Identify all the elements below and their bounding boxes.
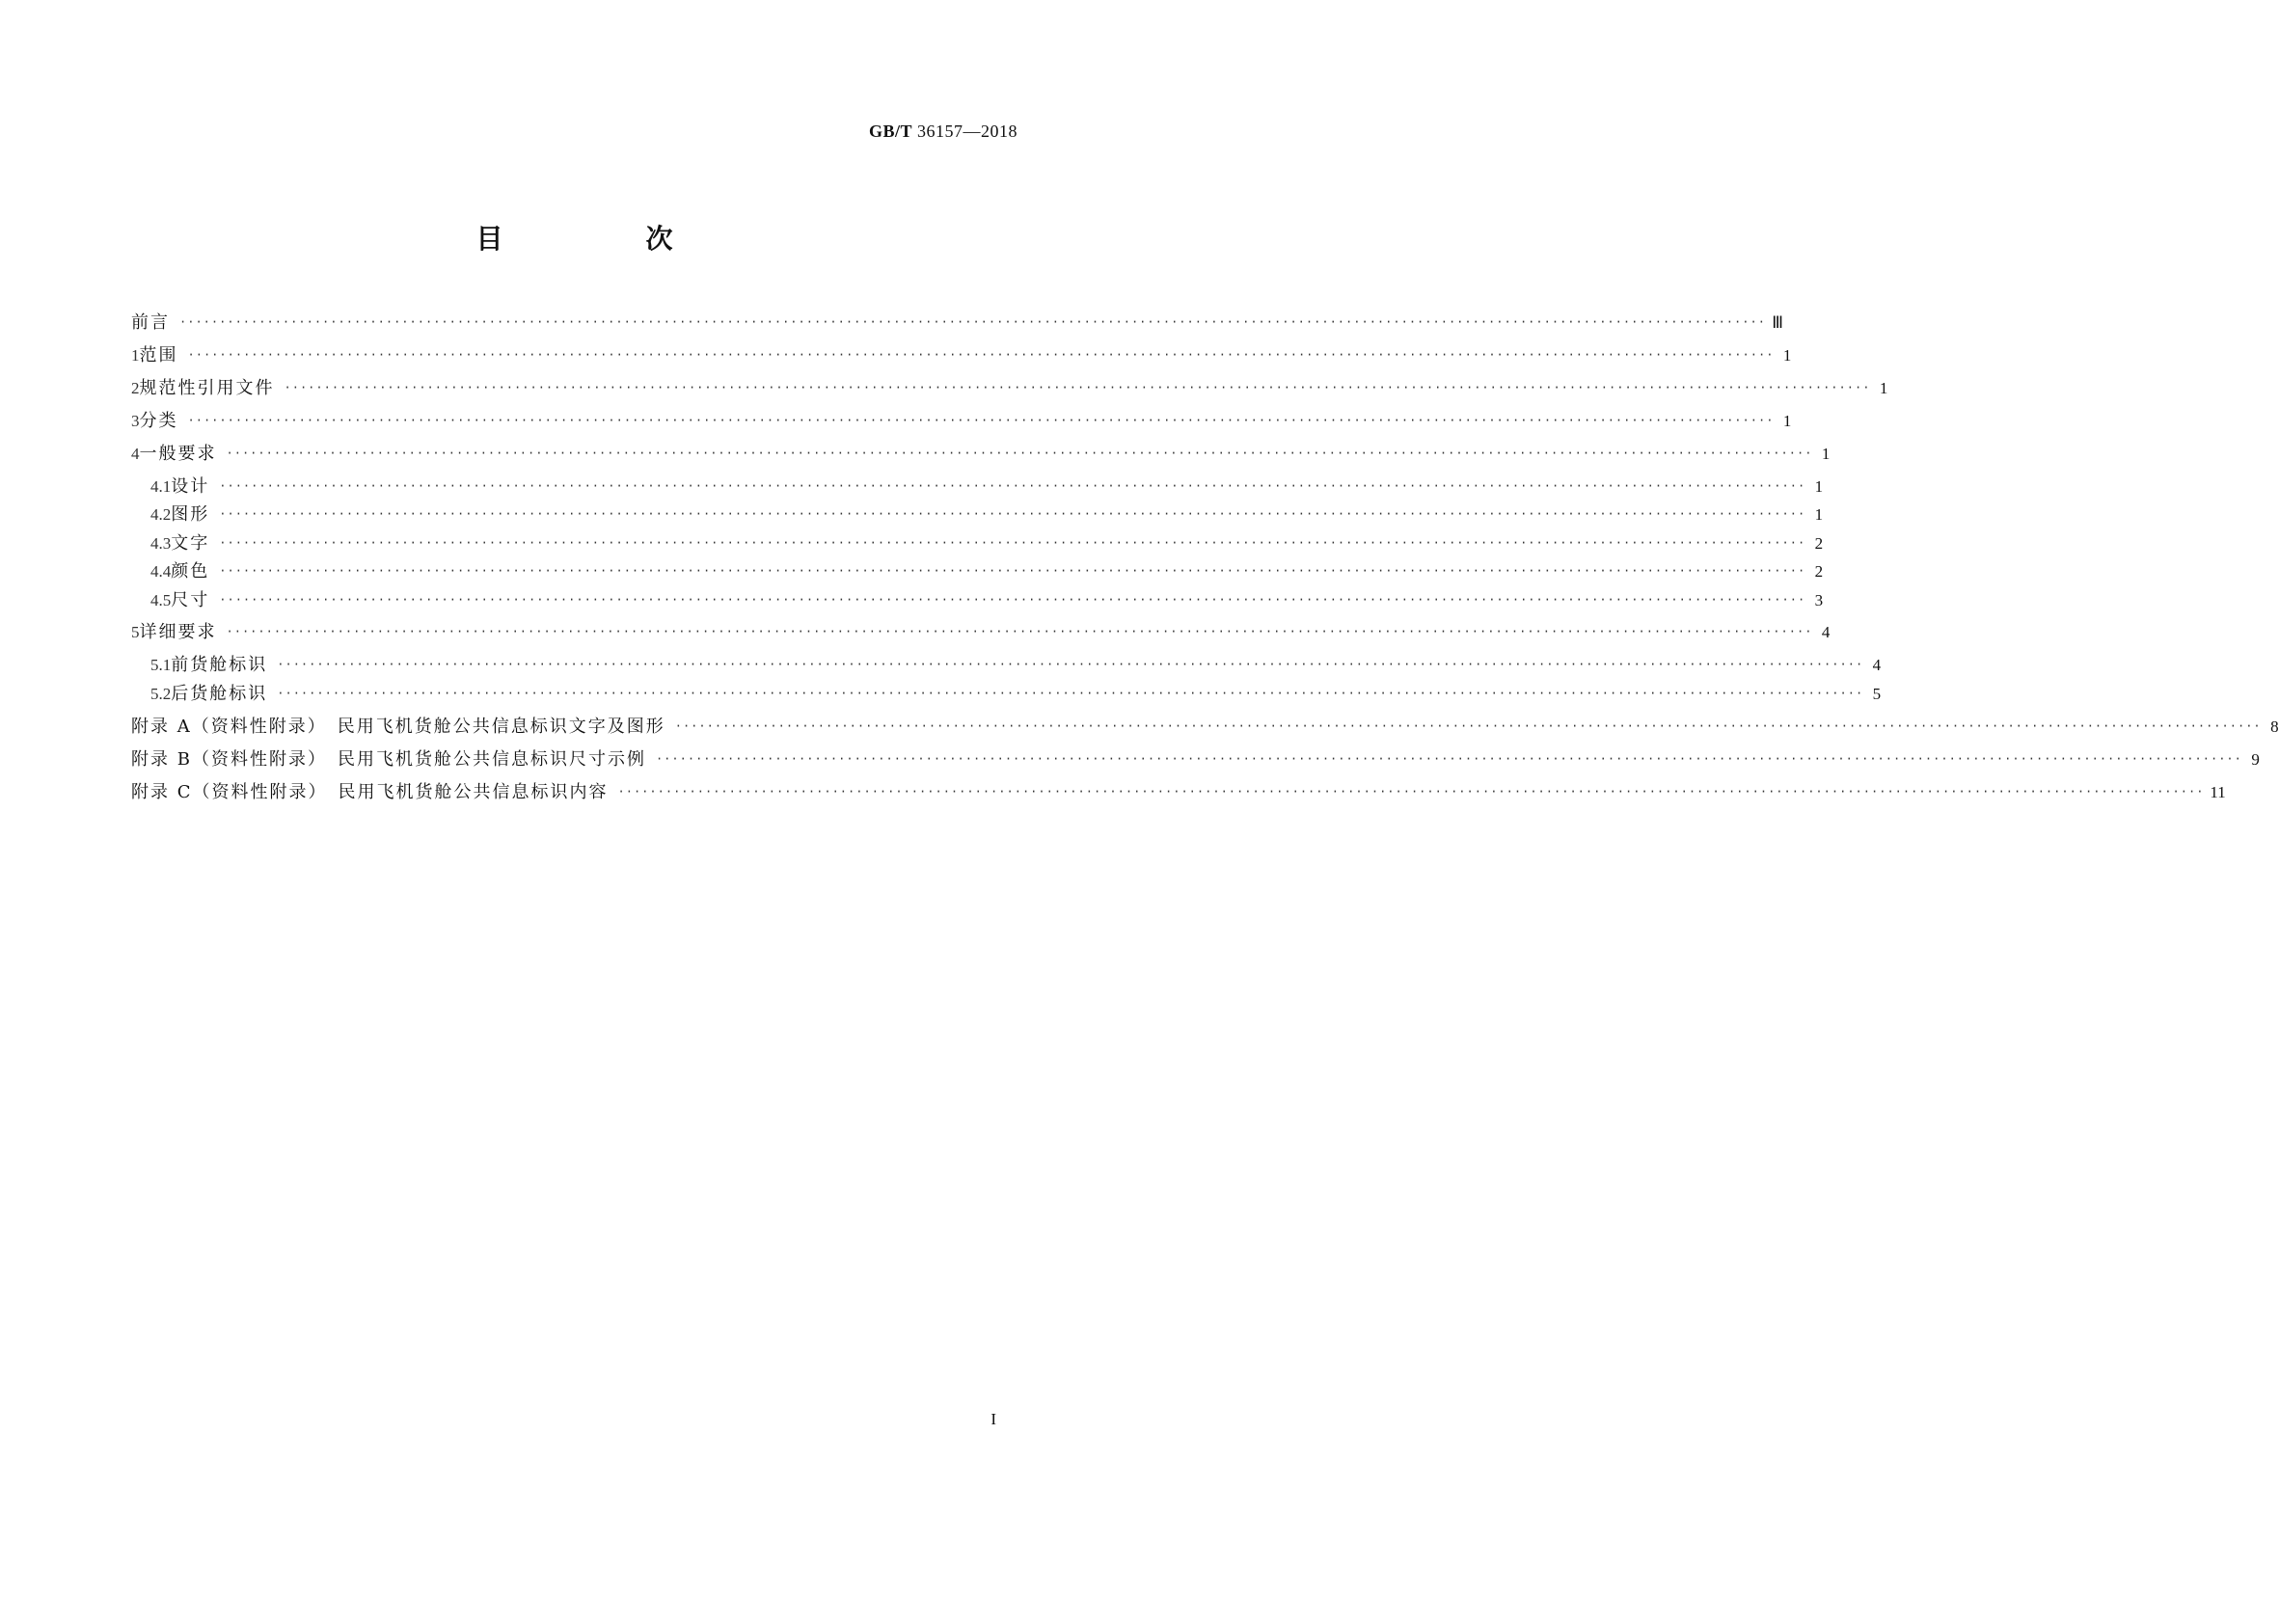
toc-leader-dots: ········································································································································································································ (674, 719, 2262, 733)
toc-entry-page: 5 (1872, 685, 1882, 703)
standard-prefix: GB/T (868, 122, 912, 141)
toc-entry-page: 1 (1782, 346, 1792, 365)
toc-entry-label: 范围 (139, 345, 178, 365)
toc-leader-dots: ········································································································································································································ (284, 381, 1871, 394)
toc-entry-label: 规范性引用文件 (139, 378, 275, 398)
toc-entry-label: 分类 (139, 411, 178, 431)
toc-entry[interactable] (131, 782, 2226, 804)
toc-entry-number: 1 (131, 346, 140, 365)
toc-leader-dots: ········································································································································································································ (655, 752, 2242, 766)
page-number: I (990, 1410, 996, 1428)
toc-leader-dots: ········································································································································································································ (179, 315, 1766, 329)
toc-leader-dots: ········································································································································································································ (187, 414, 1775, 427)
toc-entry-number: 2 (131, 379, 140, 397)
toc-leader-dots: ········································································································································································································ (226, 447, 1813, 460)
toc-entry-page: 1 (1821, 445, 1831, 463)
toc-entry-number: 4.1 (150, 477, 172, 496)
toc-entry-label: 文字 (171, 533, 210, 554)
standard-number: 36157—2018 (917, 122, 1017, 141)
toc-entry-number: 4.4 (150, 562, 172, 581)
toc-entry-page: 4 (1821, 623, 1831, 641)
toc-entry-label: 附录 A（资料性附录） 民用飞机货舱公共信息标识文字及图形 (131, 717, 665, 737)
toc-entry-label: 前货舱标识 (171, 655, 268, 675)
toc-entry-page: 2 (1814, 562, 1824, 581)
toc-entry[interactable] (131, 717, 2279, 739)
toc-entry-page: 2 (1814, 534, 1824, 553)
toc-entry-page: 9 (2251, 750, 2260, 769)
toc-entry-number: 4.2 (150, 505, 172, 524)
toc-entry[interactable] (131, 444, 1831, 466)
toc-entry[interactable] (131, 533, 1824, 555)
toc-entry[interactable] (131, 622, 1831, 644)
toc-entry[interactable] (131, 590, 1824, 612)
toc-entry[interactable] (131, 476, 1824, 499)
toc-entry-label: 前言 (131, 312, 170, 333)
toc-entry-number: 4.3 (150, 534, 172, 553)
toc-leader-dots: ········································································································································································································ (219, 536, 1806, 550)
toc-entry-page: 1 (1814, 477, 1824, 496)
toc-entry-label: 后货舱标识 (171, 684, 268, 704)
toc-entry[interactable] (131, 411, 1792, 433)
toc-entry-label: 附录 C（资料性附录） 民用飞机货舱公共信息标识内容 (131, 782, 609, 802)
toc-leader-dots: ········································································································································································································ (187, 348, 1775, 362)
toc-entry[interactable] (131, 378, 1888, 400)
toc-entry-number: 5 (131, 623, 140, 641)
toc-entry[interactable] (131, 504, 1824, 527)
toc-entry-label: 图形 (171, 504, 210, 525)
toc-entry[interactable] (131, 749, 2260, 771)
toc-entry-page: 3 (1814, 591, 1824, 609)
toc-entry-number: 3 (131, 412, 140, 430)
toc-entry-label: 一般要求 (139, 444, 217, 464)
toc-entry-page: 8 (2270, 717, 2279, 736)
toc-leader-dots: ········································································································································································································ (219, 479, 1806, 493)
toc-entry-label: 尺寸 (171, 590, 210, 610)
toc-leader-dots: ········································································································································································································ (219, 593, 1806, 607)
toc-entry[interactable] (131, 684, 1882, 706)
toc-entry[interactable] (131, 345, 1792, 367)
toc-leader-dots: ········································································································································································································ (277, 658, 1864, 671)
toc-entry-page: 1 (1782, 412, 1792, 430)
toc-entry-page: 4 (1872, 656, 1882, 674)
toc-entry[interactable] (131, 655, 1882, 677)
toc-entry-label: 颜色 (171, 561, 210, 582)
toc-entry-page: Ⅲ (1772, 313, 1783, 332)
toc-entry[interactable] (131, 561, 1824, 583)
toc-entry-label: 附录 B（资料性附录） 民用飞机货舱公共信息标识尺寸示例 (131, 749, 646, 770)
toc-entry-page: 1 (1814, 505, 1824, 524)
toc-entry-number: 5.2 (150, 685, 172, 703)
toc-title: 目 次 (475, 223, 731, 255)
toc-leader-dots: ········································································································································································································ (277, 687, 1864, 700)
toc-entry-number: 5.1 (150, 656, 172, 674)
toc-entry-number: 4 (131, 445, 140, 463)
toc-entry-page: 11 (2210, 783, 2226, 801)
toc-entry-page: 1 (1879, 379, 1888, 397)
toc-leader-dots: ········································································································································································································ (219, 507, 1806, 521)
toc-entry-number: 4.5 (150, 591, 172, 609)
toc-entry-label: 详细要求 (139, 622, 217, 642)
toc-entry[interactable] (131, 312, 1783, 335)
standard-code (869, 122, 1017, 142)
toc-leader-dots: ········································································································································································································ (219, 564, 1806, 578)
toc-leader-dots: ········································································································································································································ (617, 785, 2205, 798)
toc-leader-dots: ········································································································································································································ (226, 625, 1813, 638)
toc-entry-label: 设计 (171, 476, 210, 497)
